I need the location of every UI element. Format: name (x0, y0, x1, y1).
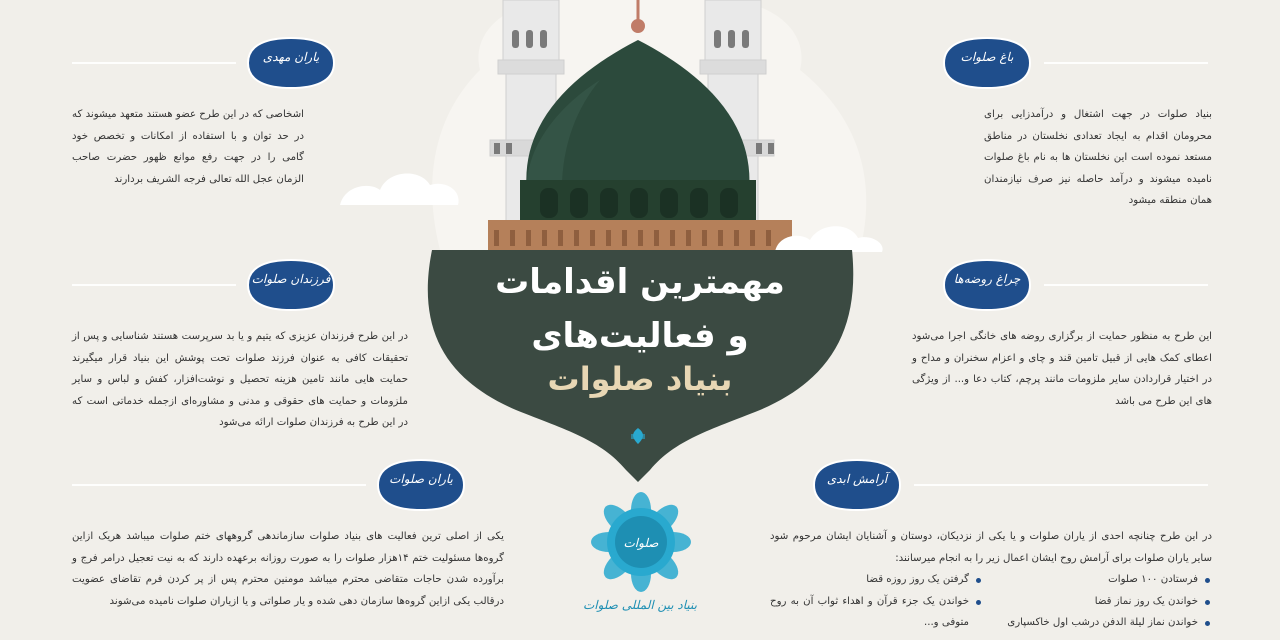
divider-left-bottom (72, 484, 366, 486)
badge-cheragh-rozeha: چراغ روضه‌ها (934, 256, 1040, 314)
badge-bagh-salavat: باغ صلوات (934, 34, 1040, 92)
list-item: خواندن نماز لیلة الدفن درشب اول خاکسپاری (999, 612, 1212, 634)
list-item: خواندن یک جزء قرآن و اهداء ثواب آن به روح متوفی و... (770, 591, 983, 634)
divider-right-bottom (914, 484, 1208, 486)
title-line-3: بنیاد صلوات (547, 360, 733, 398)
logo-emblem-text: صلوات (623, 536, 659, 550)
logo-caption: بنیاد بین المللی صلوات (583, 598, 697, 612)
aramesh-intro: در این طرح چنانچه احدی از یاران صلوات و یا یکی از نزدیکان، دوستان و آشنایان ایشان مرحوم شود سایر یاران صلوات برای آرامش روح ایشان اعمال زیر را به انجام میرسانند: (770, 531, 1212, 564)
title-line-2: و فعالیت‌های (531, 316, 749, 356)
text-farzandan-salavat: در این طرح فرزندان عزیزی که یتیم و یا بد سرپرست هستند شناسایی و پس از تحقیقات کافی به عنوان فرزند صلوات تحت پوشش این بنیاد قرار میگیرند حمایت هایی مانند تامین هزینه تحصیل و نوشت‌افزار، کفش و لباس و سایر ملزومات و حمایت های حقوقی و مدنی و مشاوره‌ای ازجمله خدماتی است که در این طرح به فرزندان صلوات ارائه می‌شود (72, 331, 408, 428)
badge-yaran-salavat: یاران صلوات (368, 456, 474, 514)
divider-right-top (1044, 62, 1208, 64)
salavat-logo-icon (586, 492, 696, 592)
title-line-1: مهمترین اقدامات (495, 262, 785, 302)
badge-aramesh-abadi: آرامش ابدی (804, 456, 910, 514)
badge-farzandan-salavat: فرزندان صلوات (238, 256, 344, 314)
text-aramesh-abadi (770, 526, 1212, 634)
divider-right-mid (1044, 284, 1208, 286)
badge-yaran-mahdi: یاران مهدی (238, 34, 344, 92)
list-item: خواندن یک روز نماز قضا (999, 591, 1212, 613)
divider-left-top (72, 62, 236, 64)
list-item: فرستادن ۱۰۰ صلوات (999, 569, 1212, 591)
aramesh-list (770, 569, 1212, 634)
text-cheragh-rozeha: این طرح به منظور حمایت از برگزاری روضه های خانگی اجرا می‌شود اعطای کمک هایی از قبیل تامین قند و چای و اعزام سخنران و مداح و در اختیار قراردادن سایر ملزومات مانند پرچم، کتاب دعا و... از ویژگی های این طرح می باشد (912, 331, 1212, 407)
text-bagh-salavat: بنیاد صلوات در جهت اشتغال و درآمدزایی برای محرومان اقدام به ایجاد تعدادی نخلستان در مناطق مستعد نموده است این نخلستان ها به نام باغ صلوات نامیده میشوند و درآمد حاصله نیز صرف نیازمندان همان منطقه میشود (984, 109, 1212, 206)
list-item: گرفتن یک روز روزه قضا (770, 569, 983, 591)
text-yaran-mahdi: اشخاصی که در این طرح عضو هستند متعهد میشوند که در حد توان و با استفاده از امکانات و تخصص خود گامی را در جهت رفع موانع ظهور حضرت صاحب الزمان عجل الله تعالی فرجه الشریف بردارند (72, 109, 304, 185)
text-yaran-salavat: یکی از اصلی ترین فعالیت های بنیاد صلوات سازماندهی گروههای ختم صلوات میباشد هریک ازاین گروه‌ها مسئولیت ختم ۱۴هزار صلوات را به صورت روزانه برعهده دارند که به نیت تعجیل درامر فرج و برآورده شدن حاجات متقاضی محترم میباشد مومنین محترم پس از پر کردن فرم تقاضای عضویت درقالب یکی ازاین گروه‌ها سازمان دهی شده و یار صلواتی و یا ازیاران صلوات نامیده می‌شوند (72, 531, 504, 607)
divider-left-mid (72, 284, 236, 286)
